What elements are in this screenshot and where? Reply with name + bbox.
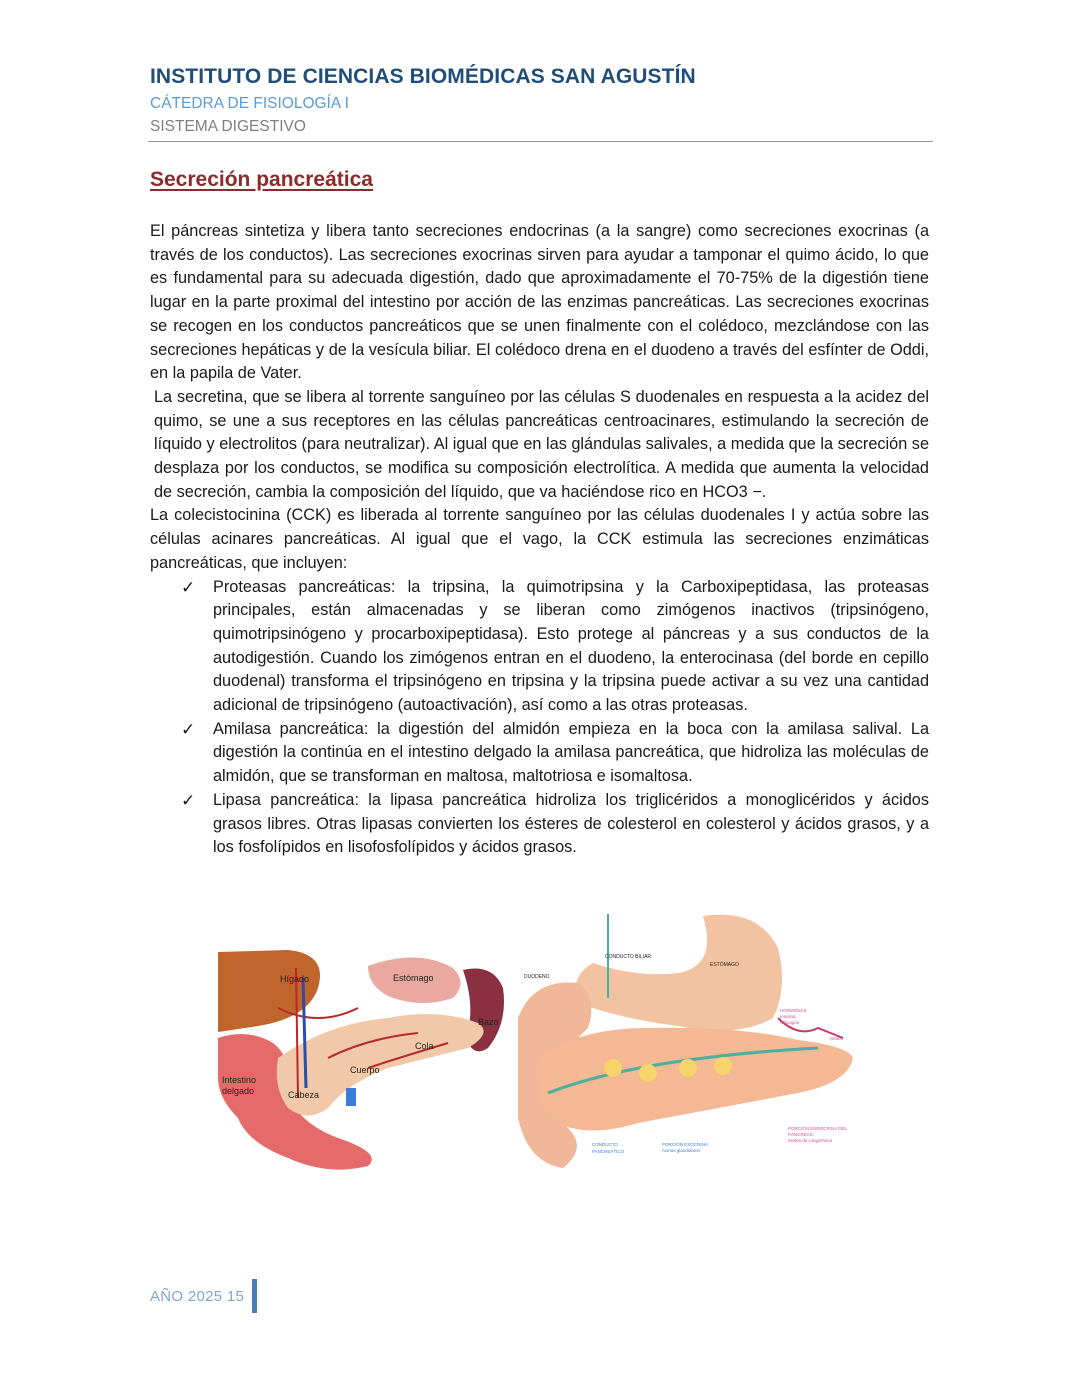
label-stomach-right: ESTÓMAGO [710, 962, 739, 968]
label-intestine-2: delgado [222, 1086, 255, 1096]
label-endocrine-1: PORCIÓN ENDOCRINA DEL [788, 1126, 848, 1131]
label-body: Cuerpo [350, 1065, 380, 1075]
label-hormones-3: Glucagón [780, 1020, 800, 1025]
list-item-text: Lipasa pancreática: la lipasa pancreática hidroliza los triglicéridos a monoglicéridos y ácidos grasos libres. Otras lipasas convierten los ésteres de colesterol en colesterol y ácidos grasos, y a los fosfolípidos en lisofosfolípidos y ácidos grasos. [213, 790, 929, 857]
subject-name: SISTEMA DIGESTIVO [150, 118, 306, 135]
checkmark-icon: ✓ [181, 790, 196, 810]
paragraph-3: La colecistocinina (CCK) es liberada al torrente sanguíneo por las células duodenales I y actúa sobre las células acinares pancreáticas. Al igual que el vago, la CCK estimula las secreciones enzimáticas pancreáticas, que incluyen: [150, 506, 929, 572]
label-islets: Islotes [830, 1036, 844, 1041]
list-item [150, 576, 929, 718]
label-duct-2: PANCREÁTICO [592, 1149, 625, 1154]
checkmark-icon: ✓ [181, 719, 196, 739]
stomach-shape [575, 915, 782, 1031]
label-spleen: Bazo [478, 1017, 499, 1027]
label-endocrine-2: PÁNCREAS: [788, 1132, 815, 1137]
footer-bar [252, 1279, 257, 1313]
label-exocrine-1: PORCIÓN EXOCRINA: [662, 1142, 710, 1147]
label-hormones-1: HORMONAS [780, 1008, 807, 1013]
label-duct-1: CONDUCTO [592, 1142, 618, 1147]
label-exocrine-2: Acinos glandulares [662, 1148, 701, 1153]
chair-name: CÁTEDRA DE FISIOLOGÍA I [150, 95, 349, 112]
label-liver: Hígado [280, 974, 310, 984]
label-bile-duct: CONDUCTO BILIAR [605, 954, 652, 960]
section-title: Secreción pancreática [150, 168, 373, 191]
list-item [150, 718, 929, 789]
list-item [150, 789, 929, 860]
label-stomach: Estómago [393, 973, 434, 983]
pancreas-figure [218, 908, 858, 1178]
label-endocrine-3: Islotes de Langerhans [788, 1138, 833, 1143]
pancreas-shape [537, 1028, 853, 1131]
checkmark-icon: ✓ [181, 577, 196, 597]
label-duodenum: DUODENO [524, 974, 550, 980]
page-header [150, 62, 932, 139]
paragraph-2: La secretina, que se libera al torrente sanguíneo por las células S duodenales en respuesta a la acidez del quimo, se une a sus receptores en las células pancreáticas centroacinares, estimulando la secreción de líquido y electrolitos (para neutralizar). Al igual que en las glándulas salivales, a medida que la secreción se desplaza por los conductos, se modifica su composición electrolítica. A medida que aumenta la velocidad de secreción, cambia la composición del líquido, que va haciéndose rico en HCO3 −. [154, 387, 929, 501]
enzyme-list [150, 576, 929, 860]
header-divider [148, 141, 933, 142]
label-intestine-1: Intestino [222, 1075, 257, 1085]
pancreas-secretion-illustration [518, 914, 853, 1168]
label-hormones-2: Insulina [780, 1014, 796, 1019]
list-item-text: Amilasa pancreática: la digestión del almidón empieza en la boca con la amilasa salival. La digestión la continúa en el intestino delgado la amilasa pancreática, que hidroliza las moléculas de almidón, que se transforman en maltosa, maltotriosa e isomaltosa. [213, 719, 929, 786]
list-item-text: Proteasas pancreáticas: la tripsina, la quimotripsina y la Carboxipeptidasa, las proteasas principales, están almacenadas y se liberan como zimógenos inactivos (tripsinógeno, quimotripsinógeno y procarboxipeptidasa). Esto protege al páncreas y a sus conductos de la autodigestión. Cuando los zimógenos entran en el duodeno, la enterocinasa (del borde en cepillo duodenal) transforma el tripsinógeno en tripsina y la tripsina puede activar a su vez una cantidad adicional de tripsinógeno (autoactivación), así como a las otras proteasas. [213, 577, 929, 715]
pancreas-anatomy-illustration [218, 948, 508, 1178]
institute-name: INSTITUTO DE CIENCIAS BIOMÉDICAS SAN AGUSTÍN [150, 65, 696, 88]
body-text [150, 220, 929, 860]
page-footer [150, 1279, 257, 1313]
paragraph-1: El páncreas sintetiza y libera tanto secreciones endocrinas (a la sangre) como secreciones exocrinas (a través de los conductos). Las secreciones exocrinas sirven para ayudar a tamponar el quimo ácido, lo que es fundamental para su adecuada digestión, dado que aproximadamente el 70-75% de la digestión tiene lugar en la parte proximal del intestino por acción de las enzimas pancreáticas. Las secreciones exocrinas se recogen en los conductos pancreáticos que se unen finalmente con el colédoco, mezclándose con las secreciones hepáticas y de la vesícula biliar. El colédoco drena en el duodeno a través del esfínter de Oddi, en la papila de Vater. [150, 222, 929, 383]
footer-year-page: AÑO 2025 15 [150, 1287, 245, 1305]
label-tail: Cola [415, 1041, 434, 1051]
label-head: Cabeza [288, 1090, 320, 1100]
